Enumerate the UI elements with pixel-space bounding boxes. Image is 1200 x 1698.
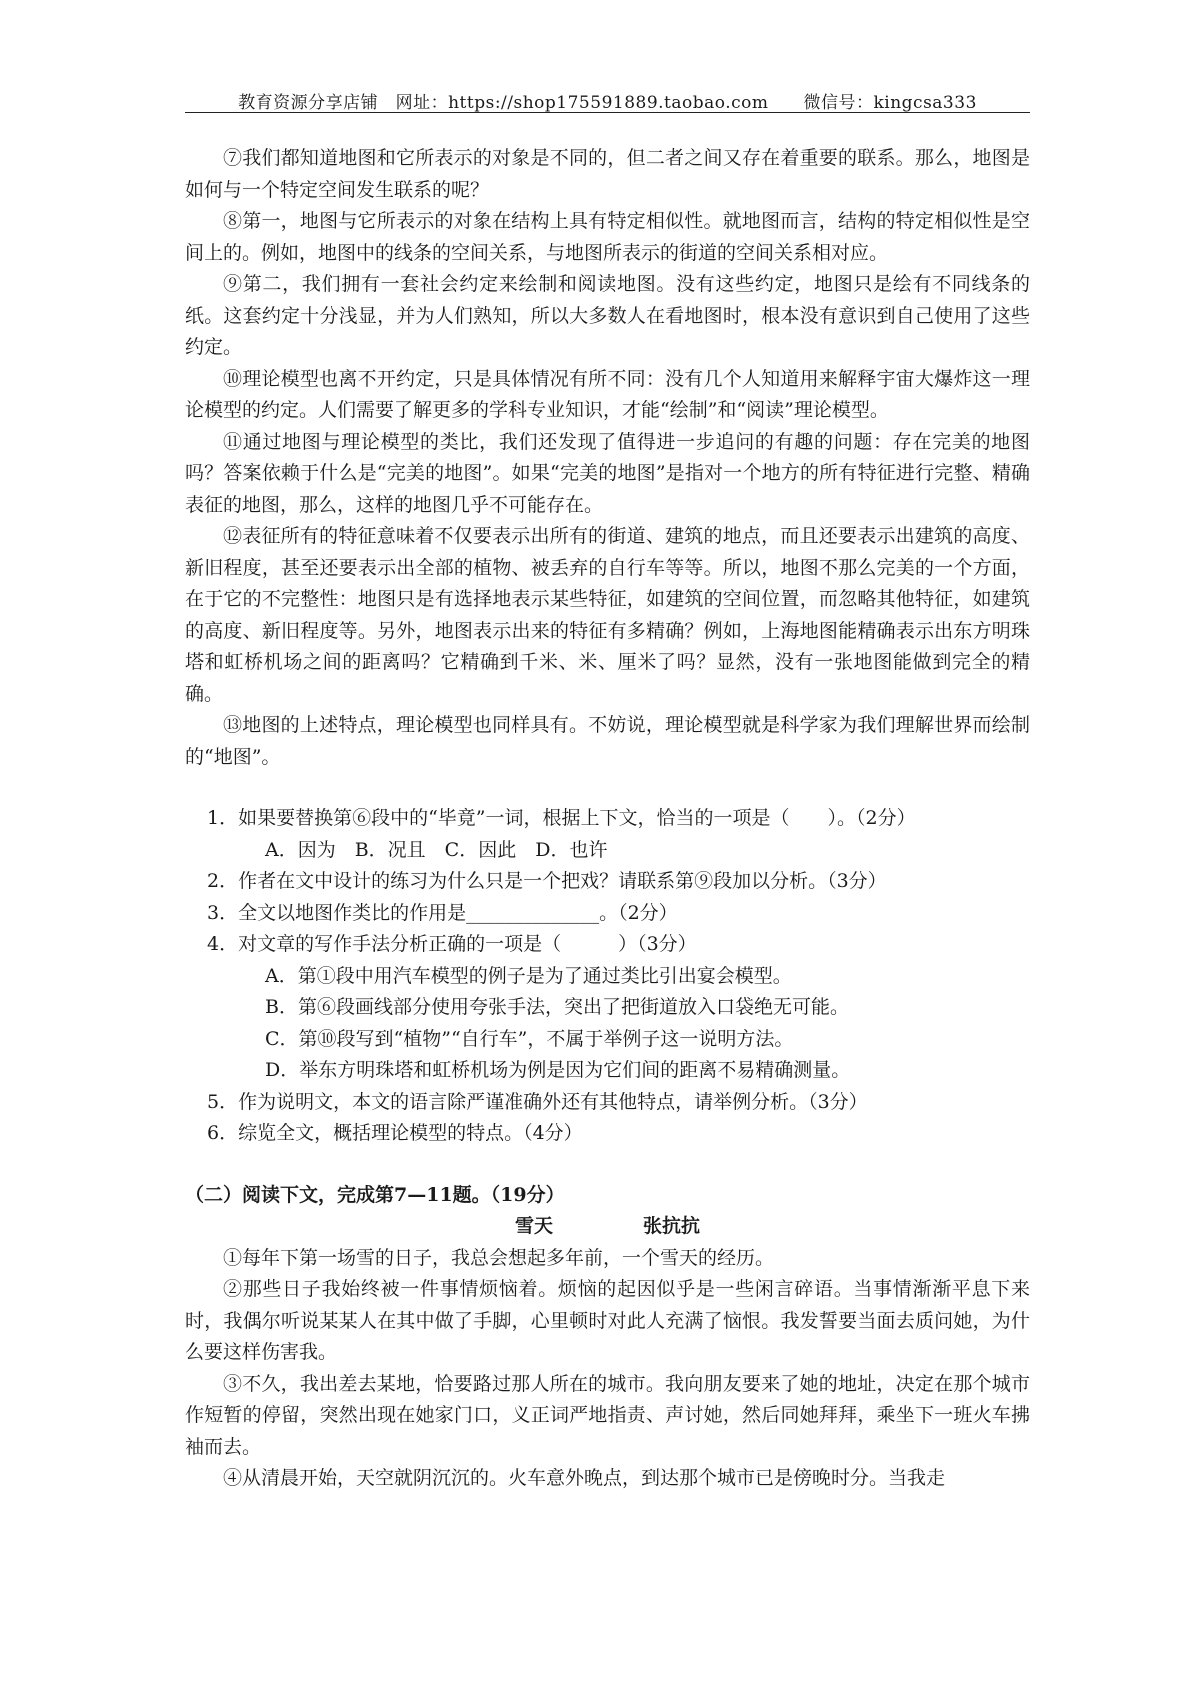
section-two-heading: （二）阅读下文，完成第7—11题。（19分） [185, 1183, 565, 1206]
paragraph-10: ⑩理论模型也离不开约定，只是具体情况有所不同：没有几个人知道用来解释宇宙大爆炸这一理论模型的约定。人们需要了解更多的学科专业知识，才能“绘制”和“阅读”理论模型。 [185, 367, 1030, 421]
question-4-option-a: A．第①段中用汽车模型的例子是为了通过类比引出宴会模型。 [265, 964, 792, 987]
paragraph-11: ⑪通过地图与理论模型的类比，我们还发现了值得进一步追问的有趣的问题：存在完美的地图吗？答案依赖于什么是“完美的地图”。如果“完美的地图”是指对一个地方的所有特征进行完整、精确表征的地图，那么，这样的地图几乎不可能存在。 [185, 430, 1030, 516]
story-paragraph-1: ①每年下第一场雪的日子，我总会想起多年前，一个雪天的经历。 [223, 1246, 775, 1269]
story-title: 雪天 [514, 1215, 553, 1237]
question-4-option-d: D．举东方明珠塔和虹桥机场为例是因为它们间的距离不易精确测量。 [265, 1059, 851, 1081]
paragraph-7: ⑦我们都知道地图和它所表示的对象是不同的，但二者之间又存在着重要的联系。那么，地图是如何与一个特定空间发生联系的呢？ [185, 147, 1030, 201]
paragraph-8: ⑧第一，地图与它所表示的对象在结构上具有特定相似性。就地图而言，结构的特定相似性是空间上的。例如，地图中的线条的空间关系，与地图所表示的街道的空间关系相对应。 [185, 210, 1030, 264]
story-paragraph-3: ③不久，我出差去某地，恰要路过那人所在的城市。我向朋友要来了她的地址，决定在那个城市作短暂的停留，突然出现在她家门口，义正词严地指责、声讨她，然后同她拜拜，乘坐下一班火车拂袖而去。 [185, 1372, 1030, 1458]
passage-two [185, 1243, 1030, 1495]
question-4-option-b: B．第⑥段画线部分使用夸张手法，突出了把街道放入口袋绝无可能。 [265, 996, 849, 1018]
question-6: 6．综览全文，概括理论模型的特点。（4分） [207, 1122, 583, 1144]
story-paragraph-4: ④从清晨开始，天空就阴沉沉的。火车意外晚点，到达那个城市已是傍晚时分。当我走 [223, 1467, 946, 1489]
paragraph-12: ⑫表征所有的特征意味着不仅要表示出所有的街道、建筑的地点，而且还要表示出建筑的高度、新旧程度，甚至还要表示出全部的植物、被丢弃的自行车等等。所以，地图不那么完美的一个方面，在于它的不完整性：地图只是有选择地表示某些特征，如建筑的空间位置，而忽略其他特征，如建筑的高度、新旧程度等。另外，地图表示出来的特征有多精确？例如，上海地图能精确表示出东方明珠塔和虹桥机场之间的距离吗？它精确到千米、米、厘米了吗？显然，没有一张地图能做到完全的精确。 [185, 525, 1030, 705]
document-body [185, 143, 1030, 1495]
question-list [185, 803, 1030, 1150]
story-title-line [185, 1211, 1030, 1243]
passage-one [185, 143, 1030, 773]
question-2: 2．作者在文中设计的练习为什么只是一个把戏？请联系第⑨段加以分析。（3分） [207, 870, 887, 892]
page-header: 教育资源分享店铺 网址：https://shop175591889.taobao.com 微信号：kingcsa333 [238, 93, 977, 113]
question-1: 1．如果要替换第⑥段中的“毕竟”一词，根据上下文，恰当的一项是（ ）。（2分） [207, 807, 916, 829]
story-author: 张抗抗 [643, 1215, 701, 1237]
question-4-option-c: C．第⑩段写到“植物”“自行车”，不属于举例子这一说明方法。 [265, 1027, 794, 1050]
question-3: 3．全文以地图作类比的作用是______________。（2分） [207, 901, 678, 924]
question-5: 5．作为说明文，本文的语言除严谨准确外还有其他特点，请举例分析。（3分） [207, 1090, 868, 1113]
question-4: 4．对文章的写作手法分析正确的一项是（ ）（3分） [207, 933, 697, 955]
question-1-options: A．因为 B．况且 C．因此 D．也许 [265, 838, 608, 861]
header-divider [185, 112, 1030, 113]
paragraph-13: ⑬地图的上述特点，理论模型也同样具有。不妨说，理论模型就是科学家为我们理解世界而绘制的“地图”。 [185, 714, 1030, 768]
paragraph-9: ⑨第二，我们拥有一套社会约定来绘制和阅读地图。没有这些约定，地图只是绘有不同线条的纸。这套约定十分浅显，并为人们熟知，所以大多数人在看地图时，根本没有意识到自己使用了这些约定。 [185, 273, 1030, 358]
story-paragraph-2: ②那些日子我始终被一件事情烦恼着。烦恼的起因似乎是一些闲言碎语。当事情渐渐平息下来时，我偶尔听说某某人在其中做了手脚，心里顿时对此人充满了恼恨。我发誓要当面去质问她，为什么要这样伤害我。 [185, 1278, 1030, 1363]
